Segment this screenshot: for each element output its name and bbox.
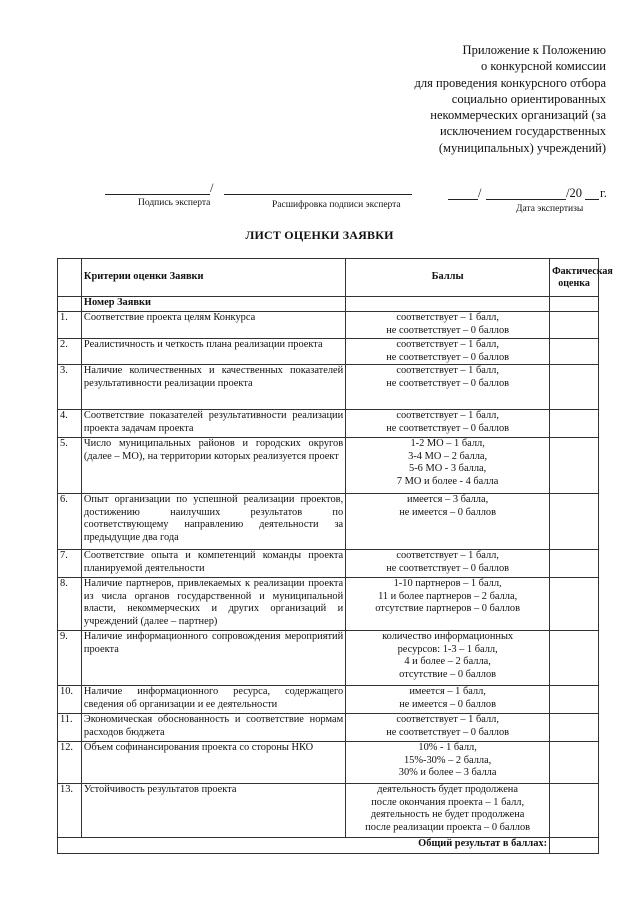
date-year-prefix: /20: [566, 186, 582, 200]
table-row: [58, 494, 599, 550]
points-line: 10% - 1 балл,: [418, 742, 477, 754]
empty-cell: [346, 297, 550, 312]
table-row: [58, 714, 599, 742]
points-cell: [346, 550, 550, 578]
points-line: количество информационных: [382, 631, 514, 643]
points-line: ресурсов: 1-3 – 1 балл,: [397, 643, 498, 655]
row-number: 7.: [58, 550, 82, 578]
points-cell: [346, 365, 550, 410]
points-line: соответствует – 1 балл,: [396, 714, 499, 726]
points-line: 3-4 МО – 2 балла,: [408, 450, 488, 462]
signature-slash: /: [210, 181, 214, 195]
points-line: соответствует – 1 балл,: [396, 339, 499, 350]
points-line: после реализации проекта – 0 баллов: [365, 821, 531, 833]
date-slash: /: [478, 186, 482, 200]
points-cell: [346, 312, 550, 339]
table-row: [58, 438, 599, 494]
points-line: не соответствует – 0 баллов: [386, 377, 510, 389]
criterion-text: Наличие информационного ресурса, содержащего сведения об организации и ее деятельности: [81, 686, 345, 714]
row-number: 2.: [58, 339, 82, 365]
points-line: соответствует – 1 балл,: [396, 312, 499, 323]
table-header-row: [58, 259, 599, 297]
points-line: 15%-30% – 2 балла,: [403, 754, 492, 766]
page-title: ЛИСТ ОЦЕНКИ ЗАЯВКИ: [245, 228, 394, 242]
points-line: соответствует – 1 балл,: [396, 550, 499, 562]
points-line: отсутствие – 0 баллов: [399, 668, 497, 680]
actual-score-cell[interactable]: [550, 578, 599, 631]
table-row: [58, 631, 599, 686]
points-line: не соответствует – 0 баллов: [386, 422, 510, 434]
total-row: [58, 838, 599, 854]
date-year-suffix: г.: [600, 186, 607, 200]
expert-signature-line[interactable]: [105, 194, 210, 195]
row-number: 13.: [58, 784, 82, 838]
signature-decoding-line[interactable]: [224, 194, 412, 195]
row-number: 12.: [58, 742, 82, 784]
points-cell: [346, 714, 550, 742]
criterion-text: Наличие количественных и качественных показателей результативности реализации проекта: [81, 365, 345, 410]
table-row: [58, 578, 599, 631]
application-number-row: [58, 297, 599, 312]
points-line: отсутствие партнеров – 0 баллов: [375, 603, 521, 615]
points-line: имеется – 3 балла,: [407, 494, 489, 506]
row-number: 5.: [58, 438, 82, 494]
actual-score-cell[interactable]: [550, 297, 599, 312]
table-row: [58, 312, 599, 339]
table-row: [58, 784, 599, 838]
criterion-text: Наличие партнеров, привлекаемых к реализации проекта из числа органов государственной и муниципальной власти, некоммерческих и других организаций и учреждений (далее – партнер): [81, 578, 345, 631]
points-cell: [346, 339, 550, 365]
points-line: после окончания проекта – 1 балл,: [371, 796, 525, 808]
criterion-text: Число муниципальных районов и городских округов (далее – МО), на территории которых реализуется проект: [81, 438, 345, 494]
table-row: [58, 742, 599, 784]
table-row: [58, 550, 599, 578]
actual-score-cell[interactable]: [550, 339, 599, 365]
empty-cell: [58, 297, 82, 312]
appendix-line: социально ориентированных: [451, 91, 606, 106]
points-line: 7 МО и более - 4 балла: [396, 475, 499, 487]
criterion-text: Соответствие проекта целям Конкурса: [81, 312, 345, 339]
appendix-line: Приложение к Положению: [462, 43, 606, 57]
row-number: 6.: [58, 494, 82, 550]
criterion-text: Экономическая обоснованность и соответствие нормам расходов бюджета: [81, 714, 345, 742]
row-number: 10.: [58, 686, 82, 714]
points-line: имеется – 1 балл,: [409, 686, 486, 698]
points-line: соответствует – 1 балл,: [396, 365, 499, 377]
points-cell: [346, 410, 550, 438]
header-actual-score: Фактическая оценка: [550, 259, 599, 297]
date-year-line[interactable]: [585, 199, 599, 200]
actual-score-cell[interactable]: [550, 686, 599, 714]
table-row: [58, 339, 599, 365]
points-line: 11 и более партнеров – 2 балла,: [378, 590, 518, 602]
evaluation-table: [57, 258, 613, 854]
row-number: 4.: [58, 410, 82, 438]
appendix-header: [346, 42, 606, 156]
criterion-text: Реалистичность и четкость плана реализации проекта: [81, 339, 345, 365]
points-cell: [346, 494, 550, 550]
header-criteria: Критерии оценки Заявки: [81, 259, 345, 297]
header-points: Баллы: [346, 259, 550, 297]
table-row: [58, 410, 599, 438]
header-num-cell: [58, 259, 82, 297]
criterion-text: Соответствие показателей результативности реализации проекта задачам проекта: [81, 410, 345, 438]
row-number: 3.: [58, 365, 82, 410]
points-cell: [346, 742, 550, 784]
criterion-text: Устойчивость результатов проекта: [81, 784, 345, 838]
actual-score-cell[interactable]: [550, 494, 599, 550]
criterion-text: Объем софинансирования проекта со стороны НКО: [81, 742, 345, 784]
actual-score-cell[interactable]: [550, 312, 599, 339]
appendix-line: некоммерческих организаций (за: [430, 108, 606, 123]
points-line: 5-6 МО - 3 балла,: [409, 463, 487, 475]
row-number: 1.: [58, 312, 82, 339]
appendix-line: исключением государственных: [439, 124, 606, 139]
points-line: деятельность не будет продолжена: [370, 809, 525, 821]
points-line: не соответствует – 0 баллов: [386, 324, 510, 336]
appendix-line: о конкурсной комиссии: [481, 59, 606, 74]
actual-score-cell[interactable]: [550, 784, 599, 838]
actual-score-cell[interactable]: [550, 550, 599, 578]
points-cell: [346, 578, 550, 631]
table-row: [58, 686, 599, 714]
actual-score-cell[interactable]: [550, 365, 599, 410]
criterion-text: Опыт организации по успешной реализации проектов, достижению наилучших результатов по соответствующему направлению деятельности за предыдущие два года: [81, 494, 345, 550]
points-cell: [346, 631, 550, 686]
expertise-date-label: Дата экспертизы: [516, 204, 584, 214]
actual-score-cell[interactable]: [550, 631, 599, 686]
actual-score-cell[interactable]: [550, 410, 599, 438]
points-line: не соответствует – 0 баллов: [386, 726, 510, 738]
points-line: 1-2 МО – 1 балл,: [410, 438, 485, 450]
application-number-label: Номер Заявки: [81, 297, 345, 312]
actual-score-cell[interactable]: [550, 714, 599, 742]
points-line: 4 и более – 2 балла,: [404, 656, 491, 668]
points-line: соответствует – 1 балл,: [396, 410, 499, 422]
points-line: деятельность будет продолжена: [377, 784, 518, 796]
date-month-line[interactable]: [486, 199, 566, 200]
criterion-text: Наличие информационного сопровождения мероприятий проекта: [81, 631, 345, 686]
points-line: 1-10 партнеров – 1 балл,: [393, 578, 502, 590]
date-day-line[interactable]: [448, 199, 478, 200]
criterion-text: Соответствие опыта и компетенций команды проекта планируемой деятельности: [81, 550, 345, 578]
expert-signature-label: Подпись эксперта: [138, 198, 211, 208]
row-number: 11.: [58, 714, 82, 742]
total-result-label: Общий результат в баллах:: [58, 838, 550, 854]
points-line: не соответствует – 0 баллов: [386, 562, 510, 574]
points-line: не соответствует – 0 баллов: [386, 351, 510, 363]
points-line: не имеется – 0 баллов: [399, 506, 497, 518]
total-score-cell[interactable]: [550, 838, 599, 854]
row-number: 9.: [58, 631, 82, 686]
signature-decoding-label: Расшифровка подписи эксперта: [272, 200, 401, 210]
actual-score-cell[interactable]: [550, 438, 599, 494]
appendix-line: (муниципальных) учреждений): [438, 140, 606, 155]
points-line: не имеется – 0 баллов: [399, 698, 497, 710]
table-row: [58, 365, 599, 410]
points-line: 30% и более – 3 балла: [398, 767, 497, 779]
actual-score-cell[interactable]: [550, 742, 599, 784]
points-cell: [346, 438, 550, 494]
appendix-line: для проведения конкурсного отбора: [414, 75, 606, 90]
points-cell: [346, 686, 550, 714]
points-cell: [346, 784, 550, 838]
row-number: 8.: [58, 578, 82, 631]
